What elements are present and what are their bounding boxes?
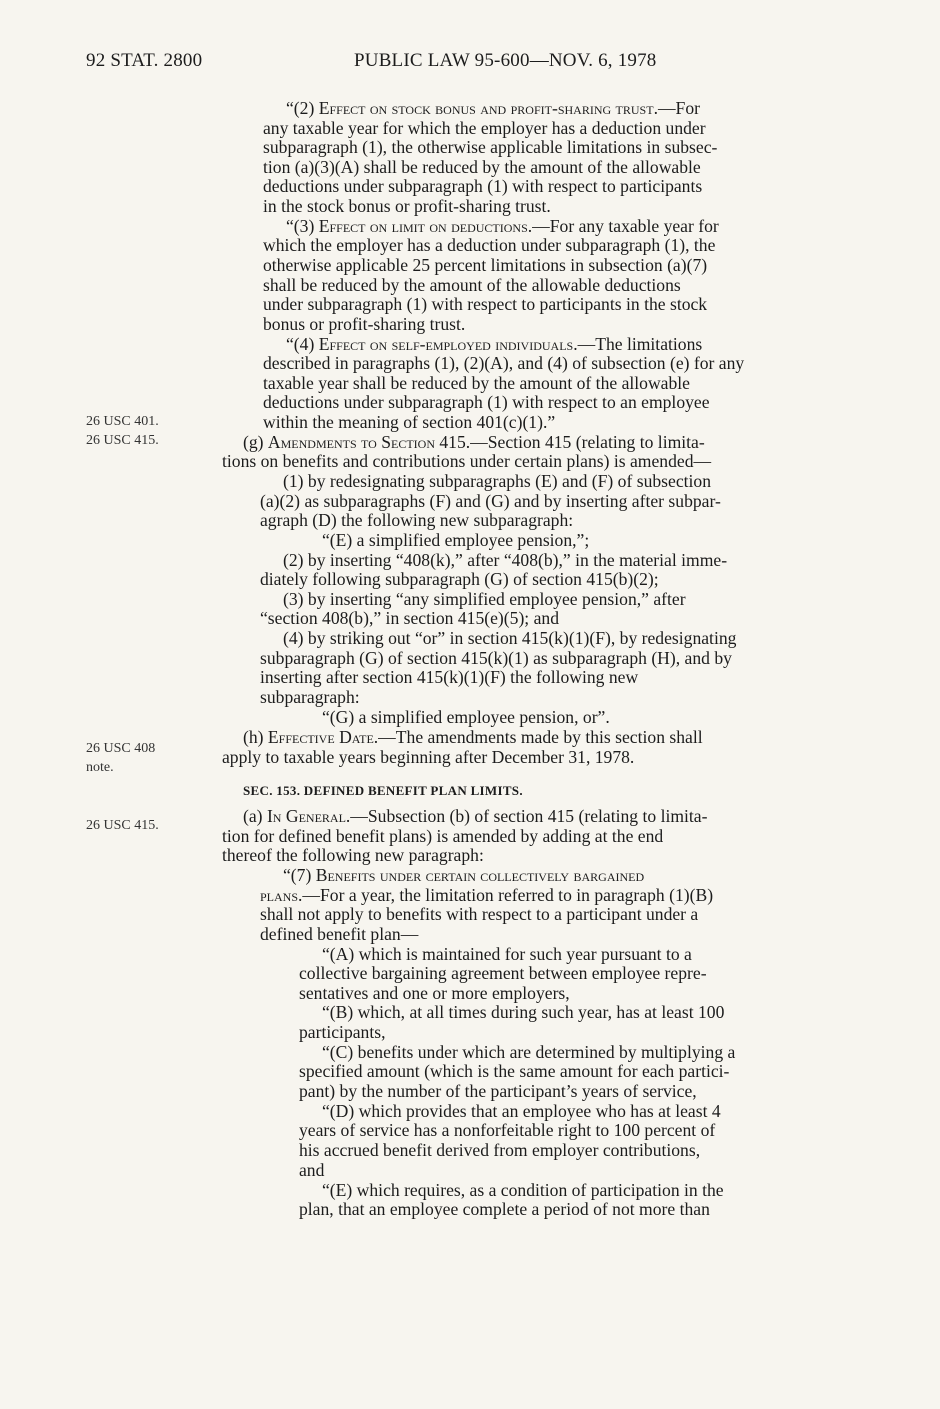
text-line: (4) by striking out “or” in section 415(k)(1)(F), by redesignating — [283, 628, 737, 648]
text-line: pant) by the number of the participant’s years of service, — [299, 1081, 697, 1101]
text-line: “(2) Effect on stock bonus and profit-sharing trust.—For — [286, 98, 700, 118]
text-line: any taxable year for which the employer has a deduction under — [263, 118, 706, 138]
text-line: “section 408(b),” in section 415(e)(5); and — [260, 608, 559, 628]
margin-citation: note. — [86, 760, 114, 775]
paragraph-heading: Effect on stock bonus and profit-sharing trust — [318, 98, 654, 118]
text-line: subparagraph (1), the otherwise applicable limitations in subsec- — [263, 137, 718, 157]
margin-citation: 26 USC 401. — [86, 414, 159, 429]
text-line: (h) Effective Date.—The amendments made by this section shall — [243, 727, 703, 747]
text-line: plans.—For a year, the limitation referred to in paragraph (1)(B) — [260, 885, 714, 905]
subsection-heading: Effective Date — [267, 727, 374, 747]
text-line: tion (a)(3)(A) shall be reduced by the amount of the allowable — [263, 157, 701, 177]
text-line: agraph (D) the following new subparagraph: — [260, 510, 574, 530]
paragraph-heading: Effect on limit on deductions — [318, 216, 528, 236]
text-line: “(E) which requires, as a condition of participation in the — [322, 1180, 724, 1200]
text-line: inserting after section 415(k)(1)(F) the following new — [260, 667, 639, 687]
text-line: subparagraph: — [260, 687, 360, 707]
text-line: (1) by redesignating subparagraphs (E) and (F) of subsection — [283, 471, 711, 491]
text-line: described in paragraphs (1), (2)(A), and (4) of subsection (e) for any — [263, 353, 745, 373]
text-line: “(A) which is maintained for such year pursuant to a — [322, 944, 692, 964]
text-line: (a)(2) as subparagraphs (F) and (G) and by inserting after subpar- — [260, 491, 721, 511]
text-line: (3) by inserting “any simplified employee pension,” after — [283, 589, 686, 609]
text-line: plan, that an employee complete a period of not more than — [299, 1199, 710, 1219]
text-line: (2) by inserting “408(k),” after “408(b),” in the material imme- — [283, 550, 728, 570]
text-line: shall be reduced by the amount of the allowable deductions — [263, 275, 681, 295]
paragraph-heading: Benefits under certain collectively bargained — [315, 865, 645, 885]
text-line: subparagraph (G) of section 415(k)(1) as subparagraph (H), and by — [260, 648, 732, 668]
text-line: deductions under subparagraph (1) with respect to an employee — [263, 392, 710, 412]
text-line: bonus or profit-sharing trust. — [263, 314, 466, 334]
text-line: collective bargaining agreement between employee repre- — [299, 963, 707, 983]
text-line: under subparagraph (1) with respect to participants in the stock — [263, 294, 708, 314]
text-line: “(E) a simplified employee pension,”; — [322, 530, 590, 550]
text-line: “(B) which, at all times during such year, has at least 100 — [322, 1002, 725, 1022]
subsection-heading: Amendments to Section 415 — [267, 432, 466, 452]
text-line: shall not apply to benefits with respect to a participant under a — [260, 904, 699, 924]
text-line: tion for defined benefit plans) is amended by adding at the end — [222, 826, 664, 846]
page-running-title: PUBLIC LAW 95-600—NOV. 6, 1978 — [354, 50, 657, 71]
margin-citation: 26 USC 415. — [86, 818, 159, 833]
text-line: deductions under subparagraph (1) with respect to participants — [263, 176, 703, 196]
text-line: within the meaning of section 401(c)(1).” — [263, 412, 556, 432]
margin-citation: 26 USC 408 — [86, 741, 156, 756]
text-line: (a) In General.—Subsection (b) of section 415 (relating to limita- — [243, 806, 708, 826]
text-line: years of service has a nonforfeitable right to 100 percent of — [299, 1120, 716, 1140]
text-line: thereof the following new paragraph: — [222, 845, 484, 865]
text-line: in the stock bonus or profit-sharing trust. — [263, 196, 551, 216]
text-line: diately following subparagraph (G) of section 415(b)(2); — [260, 569, 659, 589]
text-line: “(C) benefits under which are determined by multiplying a — [322, 1042, 736, 1062]
text-line: tions on benefits and contributions under certain plans) is amended— — [222, 451, 712, 471]
text-line: taxable year shall be reduced by the amount of the allowable — [263, 373, 690, 393]
section-heading: SEC. 153. DEFINED BENEFIT PLAN LIMITS. — [243, 783, 523, 798]
text-line: apply to taxable years beginning after December 31, 1978. — [222, 747, 635, 767]
text-line: his accrued benefit derived from employer contributions, — [299, 1140, 701, 1160]
subsection-heading: In General — [266, 806, 346, 826]
text-line: specified amount (which is the same amount for each partici- — [299, 1061, 730, 1081]
text-line: sentatives and one or more employers, — [299, 983, 570, 1003]
text-line: “(4) Effect on self-employed individuals.—The limitations — [286, 334, 703, 354]
text-line: “(7) Benefits under certain collectively bargained — [283, 865, 645, 885]
statute-page-number: 92 STAT. 2800 — [86, 50, 203, 71]
paragraph-heading: plans — [260, 885, 299, 905]
text-line: “(D) which provides that an employee who has at least 4 — [322, 1101, 721, 1121]
text-line: and — [299, 1160, 325, 1180]
text-line: which the employer has a deduction under subparagraph (1), the — [263, 235, 716, 255]
text-line: participants, — [299, 1022, 386, 1042]
text-line: “(G) a simplified employee pension, or”. — [322, 707, 610, 727]
text-line: (g) Amendments to Section 415.—Section 415 (relating to limita- — [243, 432, 705, 452]
text-line: otherwise applicable 25 percent limitations in subsection (a)(7) — [263, 255, 708, 275]
text-line: “(3) Effect on limit on deductions.—For any taxable year for — [286, 216, 719, 236]
paragraph-heading: Effect on self-employed individuals — [318, 334, 574, 354]
margin-citation: 26 USC 415. — [86, 433, 159, 448]
text-line: defined benefit plan— — [260, 924, 419, 944]
